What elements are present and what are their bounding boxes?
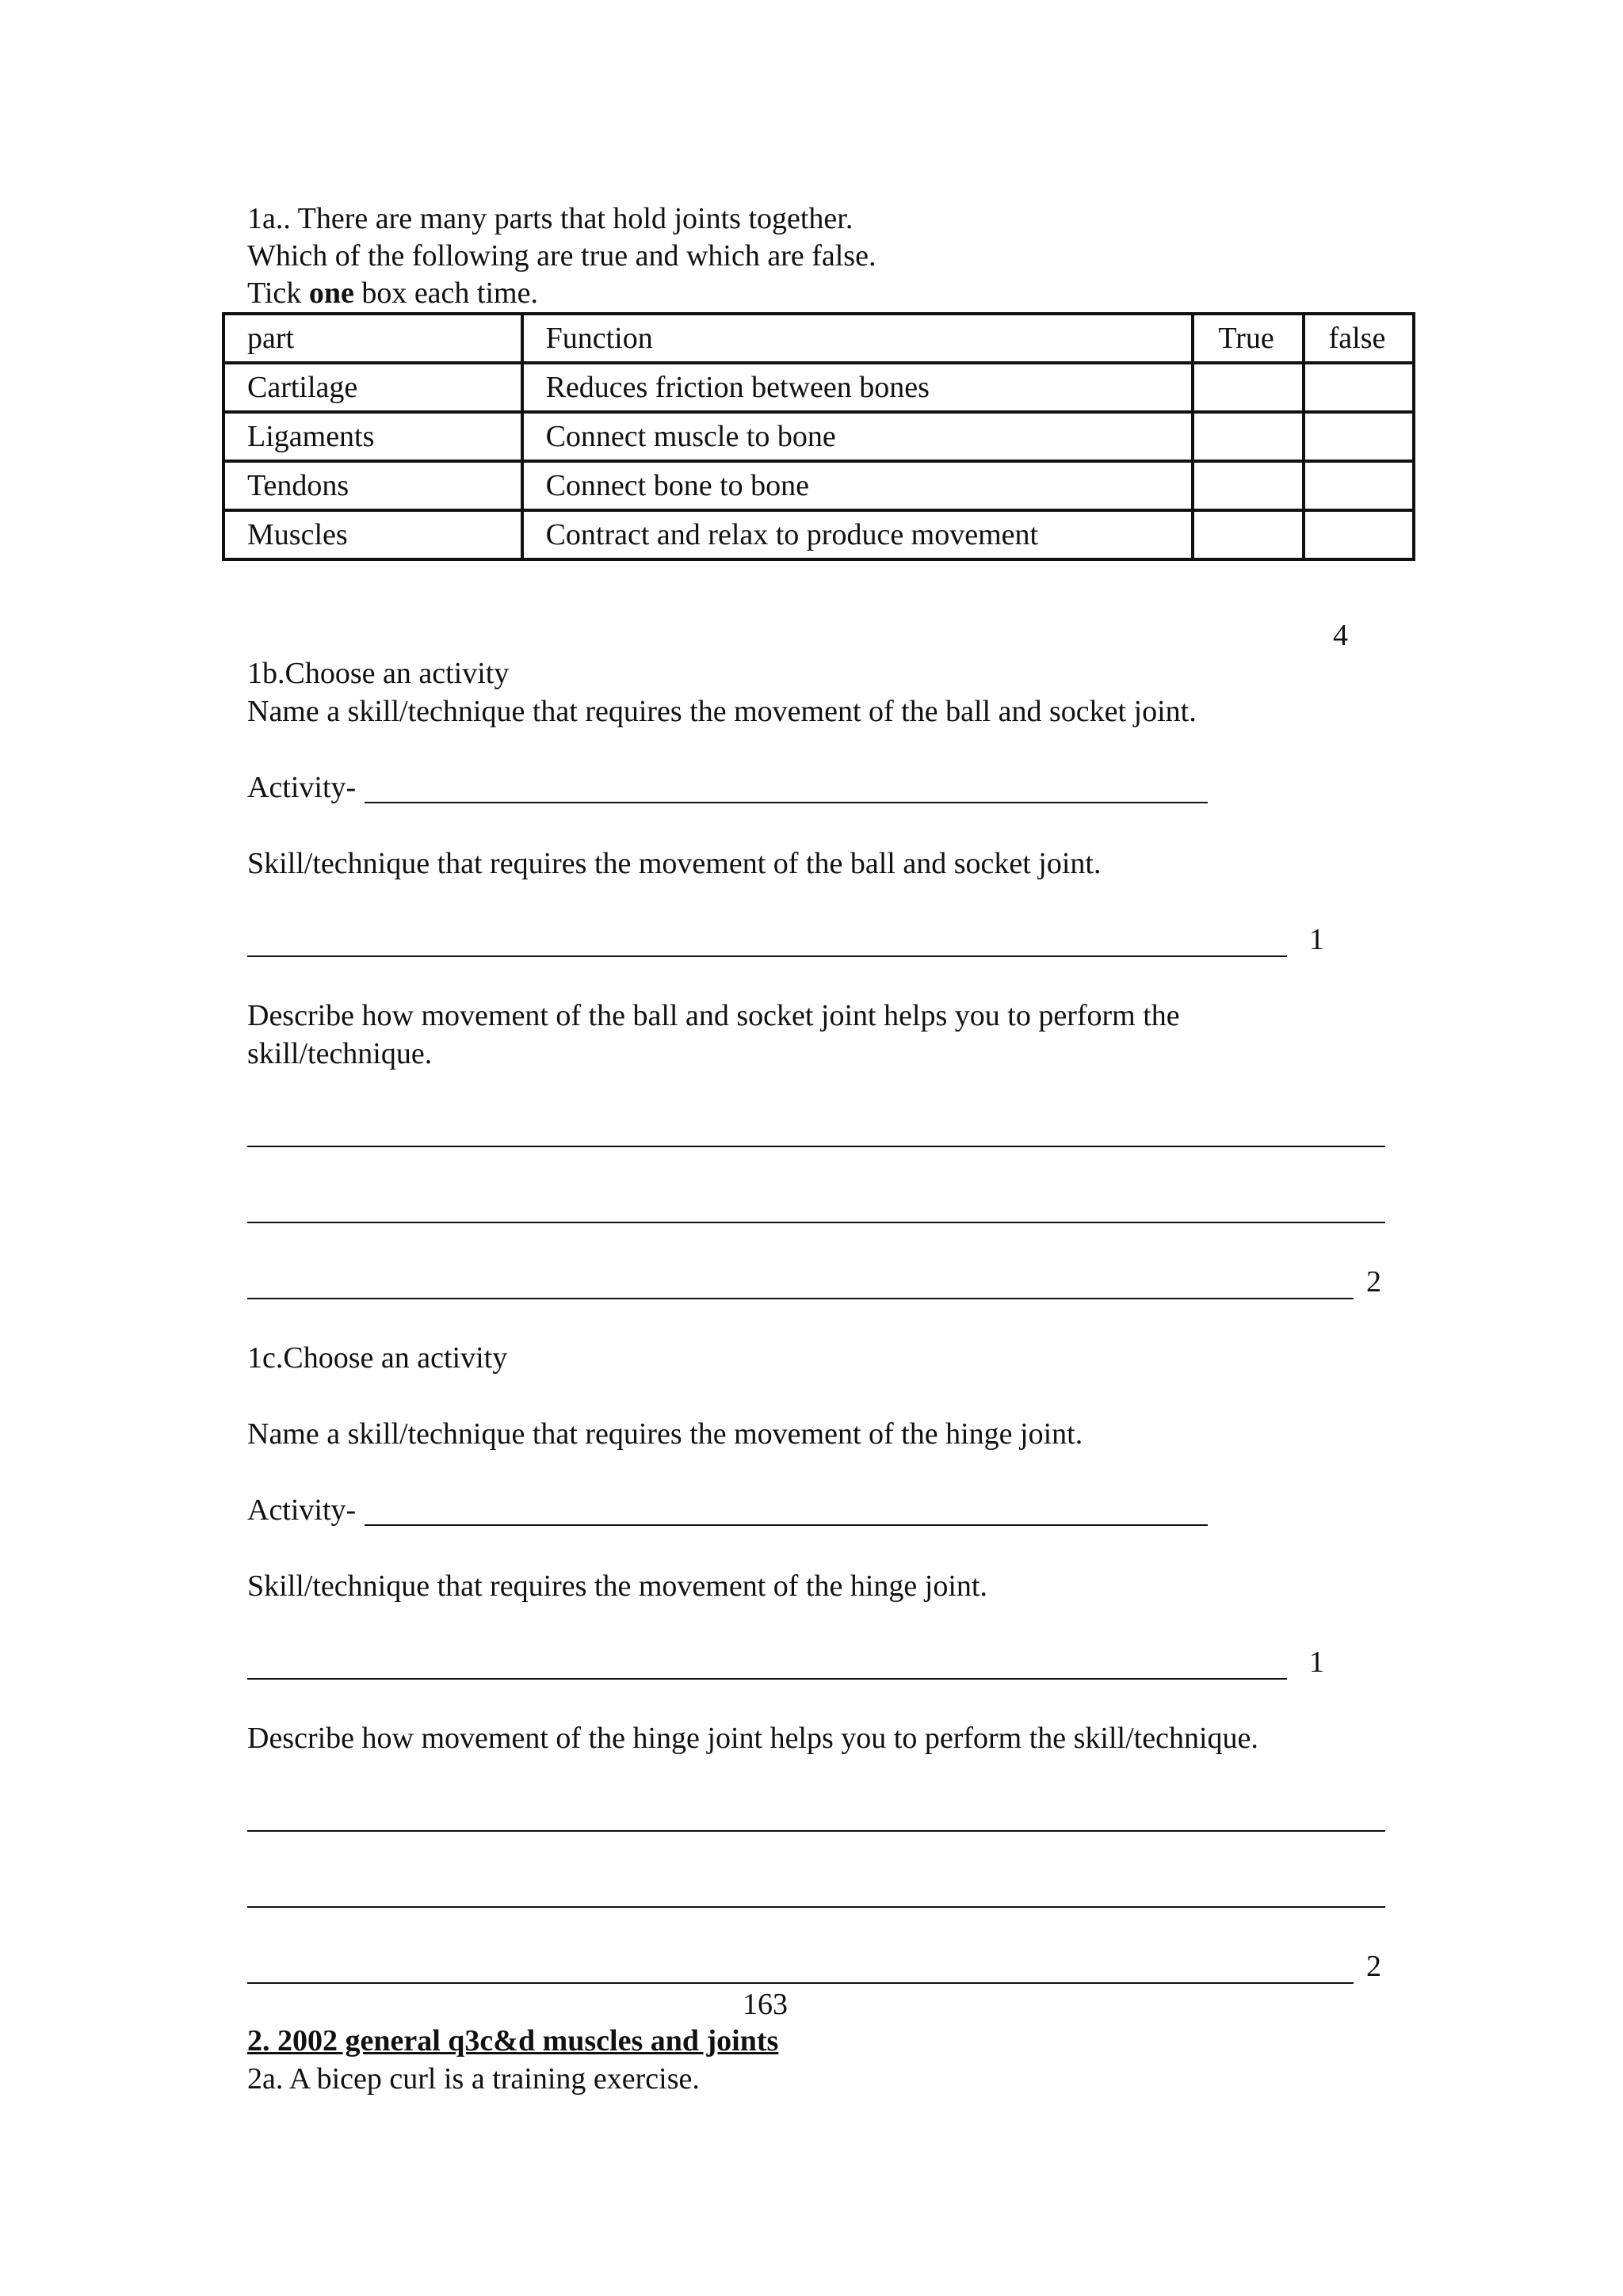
false-tick-box[interactable] — [1304, 412, 1414, 461]
q2-heading: 2. 2002 general q3c&d muscles and joints — [247, 2024, 779, 2058]
q1c-describe: Describe how movement of the hinge joint helps you to perform the skill/technique. — [247, 1722, 1258, 1755]
q1c-prompt: Name a skill/technique that requires the movement of the hinge joint. — [247, 1417, 1083, 1451]
q1b-describe-answer-line[interactable] — [247, 1222, 1385, 1223]
q1b-describe-answer-line[interactable] — [247, 1298, 1354, 1299]
q1b-activity-label: Activity- — [247, 771, 357, 804]
q1c-skill-answer-line[interactable] — [247, 1678, 1287, 1680]
q1b-skill-marks: 1 — [1309, 923, 1324, 956]
false-tick-box[interactable] — [1304, 510, 1414, 559]
row-part: Ligaments — [223, 412, 522, 461]
q1c-title: 1c.Choose an activity — [247, 1341, 508, 1375]
q1c-describe-answer-line[interactable] — [247, 1982, 1354, 1984]
q1a-line1: 1a.. There are many parts that hold joints together. — [247, 202, 854, 235]
q1b-describe-line1: Describe how movement of the ball and socket joint helps you to perform the — [247, 999, 1180, 1032]
row-function: Reduces friction between bones — [522, 363, 1193, 412]
q2a-text: 2a. A bicep curl is a training exercise. — [247, 2062, 700, 2096]
q1b-describe-line2: skill/technique. — [247, 1037, 433, 1070]
q1c-activity-label: Activity- — [247, 1493, 357, 1527]
q1b-describe-marks: 2 — [1366, 1265, 1381, 1299]
parts-table — [222, 312, 1415, 561]
table-row — [223, 412, 1414, 461]
table-row — [223, 363, 1414, 412]
true-tick-box[interactable] — [1193, 363, 1303, 412]
q1c-skill-marks: 1 — [1309, 1646, 1324, 1679]
q1b-title: 1b.Choose an activity — [247, 657, 510, 690]
header-true: True — [1193, 314, 1303, 363]
q1b-skill-prompt: Skill/technique that requires the movement of the ball and socket joint. — [247, 847, 1102, 880]
false-tick-box[interactable] — [1304, 363, 1414, 412]
row-function: Connect muscle to bone — [522, 412, 1193, 461]
q1a-line3-bold: one — [308, 277, 354, 310]
q1a-line3-post: box each time. — [353, 277, 538, 310]
true-tick-box[interactable] — [1193, 412, 1303, 461]
q1c-describe-marks: 2 — [1366, 1950, 1381, 1983]
q1b-prompt: Name a skill/technique that requires the movement of the ball and socket joint. — [247, 695, 1197, 728]
q1b-skill-answer-line[interactable] — [247, 955, 1287, 957]
header-part: part — [223, 314, 522, 363]
q1b-describe-answer-line[interactable] — [247, 1146, 1385, 1147]
row-part: Tendons — [223, 461, 522, 510]
q1c-skill-prompt: Skill/technique that requires the movement of the hinge joint. — [247, 1569, 987, 1603]
q1c-describe-answer-line[interactable] — [247, 1830, 1385, 1832]
row-part: Cartilage — [223, 363, 522, 412]
row-function: Contract and relax to produce movement — [522, 510, 1193, 559]
table-row — [223, 461, 1414, 510]
q1c-describe-answer-line[interactable] — [247, 1906, 1385, 1908]
table-header-row — [223, 314, 1414, 363]
row-part: Muscles — [223, 510, 522, 559]
q1b-activity-answer-line[interactable] — [365, 802, 1208, 803]
q1a-line2: Which of the following are true and which are false. — [247, 239, 876, 273]
table-row — [223, 510, 1414, 559]
page-number: 163 — [743, 1988, 788, 2021]
header-function: Function — [522, 314, 1193, 363]
row-function: Connect bone to bone — [522, 461, 1193, 510]
q1a-line3 — [247, 274, 538, 312]
header-false: false — [1304, 314, 1414, 363]
true-tick-box[interactable] — [1193, 461, 1303, 510]
q1c-activity-answer-line[interactable] — [365, 1524, 1208, 1526]
q1a-marks: 4 — [1333, 619, 1348, 652]
true-tick-box[interactable] — [1193, 510, 1303, 559]
q1a-line3-pre: Tick — [247, 277, 309, 310]
false-tick-box[interactable] — [1304, 461, 1414, 510]
